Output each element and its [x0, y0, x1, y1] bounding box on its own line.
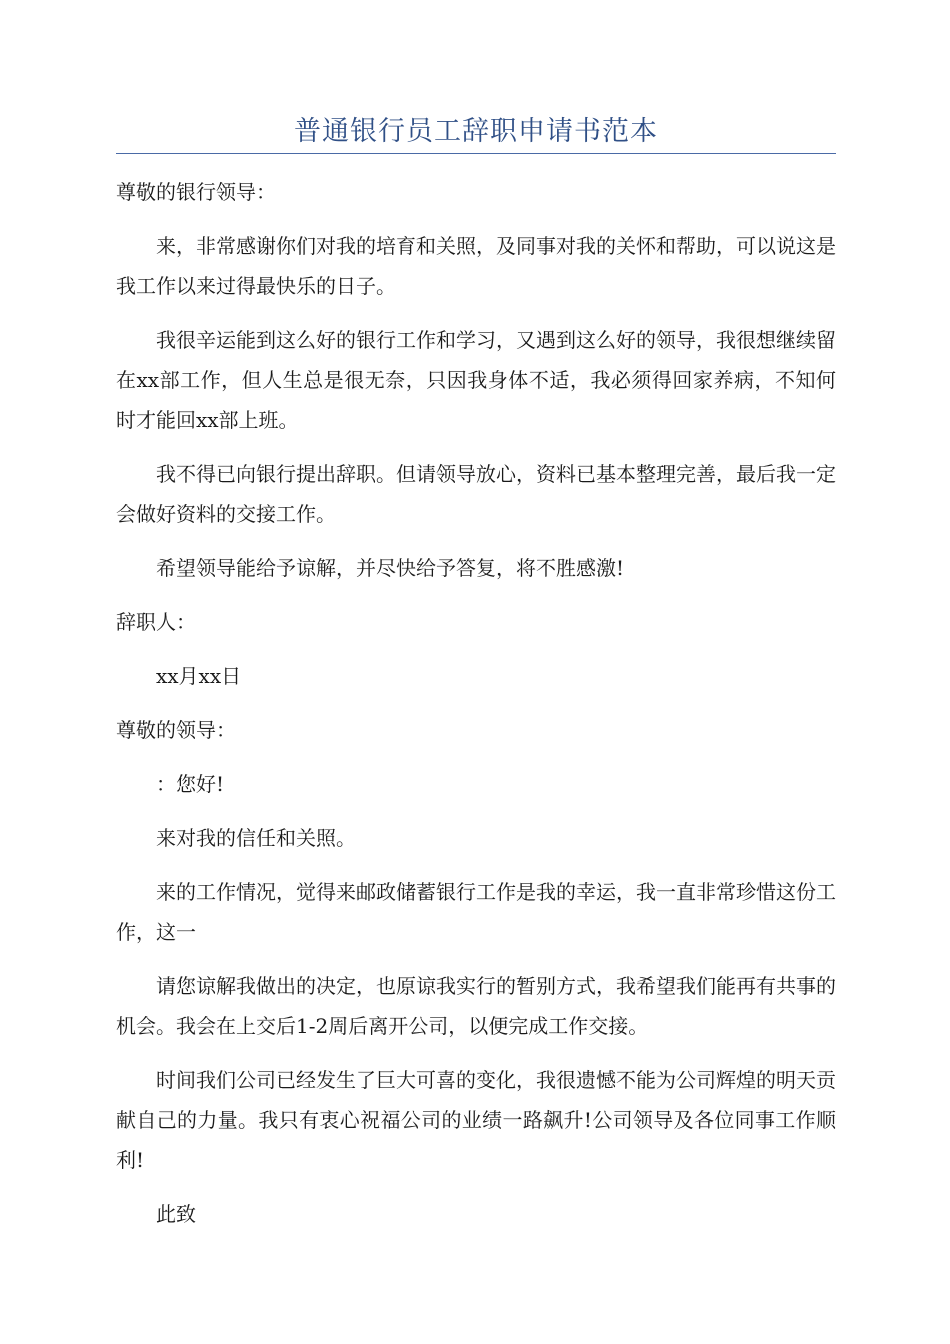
salutation-bank-leader: 尊敬的银行领导： [116, 180, 276, 204]
date-line: xx月xx日 [156, 664, 242, 688]
document-body [116, 172, 836, 1248]
resigner-label: 辞职人： [116, 610, 196, 634]
salutation-leader: 尊敬的领导： [116, 718, 236, 742]
paragraph-trust: 来对我的信任和关照。 [156, 826, 356, 850]
paragraph-blessing: 时间我们公司已经发生了巨大可喜的变化，我很遗憾不能为公司辉煌的明天贡献自己的力量。我只有衷心祝福公司的业绩一路飙升!公司领导及各位同事工作顺利! [116, 1068, 836, 1172]
paragraph-gratitude: 来，非常感谢你们对我的培育和关照，及同事对我的关怀和帮助，可以说这是我工作以来过得最快乐的日子。 [116, 234, 836, 298]
closing: 此致 [156, 1202, 196, 1226]
paragraph-understanding: 请您谅解我做出的决定，也原谅我实行的暂别方式，我希望我们能再有共事的机会。我会在上交后1-2周后离开公司，以便完成工作交接。 [116, 974, 836, 1038]
title-underline [116, 153, 836, 154]
paragraph-health-reason: 我很辛运能到这么好的银行工作和学习，又遇到这么好的领导，我很想继续留在xx部工作，但人生总是很无奈，只因我身体不适，我必须得回家养病，不知何时才能回xx部上班。 [116, 328, 836, 432]
paragraph-request-reply: 希望领导能给予谅解，并尽快给予答复，将不胜感激! [156, 556, 625, 580]
paragraph-resignation: 我不得已向银行提出辞职。但请领导放心，资料已基本整理完善，最后我一定会做好资料的交接工作。 [116, 462, 836, 526]
paragraph-work-situation: 来的工作情况，觉得来邮政储蓄银行工作是我的幸运，我一直非常珍惜这份工作，这一 [116, 880, 836, 944]
document-title: 普通银行员工辞职申请书范本 [294, 116, 658, 147]
greeting: ：您好! [156, 772, 225, 796]
document-page [116, 0, 836, 1344]
